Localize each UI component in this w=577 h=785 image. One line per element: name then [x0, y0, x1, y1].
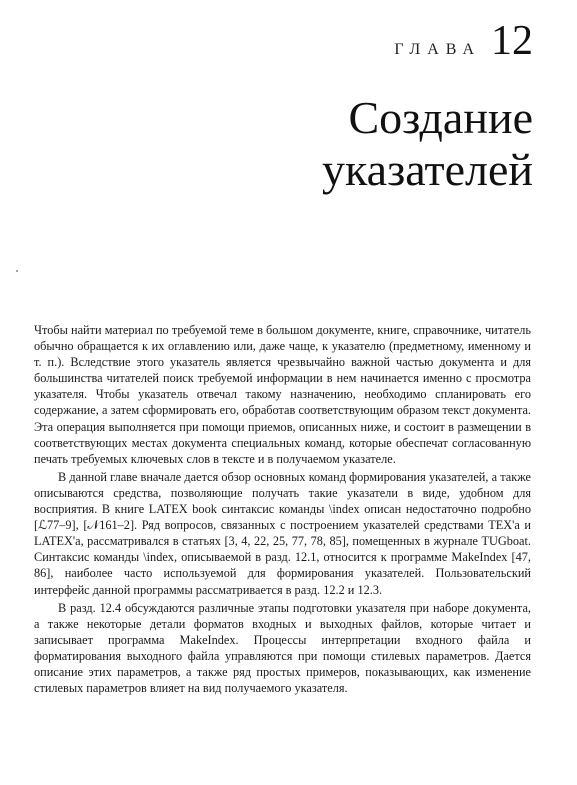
chapter-number: 12	[491, 18, 533, 64]
margin-mark	[16, 270, 18, 272]
chapter-title-line-1: Создание	[348, 92, 533, 143]
chapter-title	[322, 92, 533, 196]
chapter-label: ГЛАВА	[394, 41, 481, 58]
paragraph-overview: В данной главе вначале дается обзор основных команд формирования указателей, а также описываются средства, позволяющие получать такие указатели в виде, удобном для восприятия. В книге LATEX book синтаксис команды \index описан недостаточно подробно [ℒ77–9], [𝒩161–2]. Ряд вопросов, связанных с построением указателей средствами TEX'а и LATEX'а, рассматривался в статьях [3, 4, 22, 25, 77, 78, 85], помещенных в журнале TUGboat. Синтаксис команды \index, описываемой в разд. 12.1, относится к программе MakeIndex [47, 86], наиболее часто используемой для формирования указателей. Пользовательский интерфейс данной программы рассматривается в разд. 12.2 и 12.3.	[34, 469, 531, 597]
chapter-title-line-2: указателей	[322, 144, 533, 195]
chapter-heading	[394, 20, 533, 62]
chapter-body	[34, 322, 531, 696]
paragraph-section-12-4: В разд. 12.4 обсуждаются различные этапы подготовки указателя при наборе документа, а также некоторые детали форматов входных и выходных файлов, которые читает и записывает программа MakeIndex. Процессы интерпретации входного файла и форматирования выходного файла управляются при помощи стилевых параметров. Дается описание этих параметров, а также ряд простых примеров, показывающих, как изменение стилевых параметров влияет на вид получаемого указателя.	[34, 600, 531, 696]
paragraph-intro: Чтобы найти материал по требуемой теме в большом документе, книге, справочнике, читатель обычно обращается к их оглавлению или, даже чаще, к указателю (предметному, именному и т. п.). Вследствие этого указатель является чрезвычайно важной частью документа и для большинства читателей поиск требуемой информации в нем начинается именно с просмотра указателя. Чтобы указатель отвечал такому назначению, необходимо спланировать его содержание, а затем сформировать его, обработав соответствующим образом текст документа. Эта операция выполняется при помощи приемов, описанных ниже, и состоит в размещении в соответствующих местах документа специальных команд, которые обеспечат согласованную печать требуемых ключевых слов в тексте и в получаемом указателе.	[34, 323, 531, 466]
